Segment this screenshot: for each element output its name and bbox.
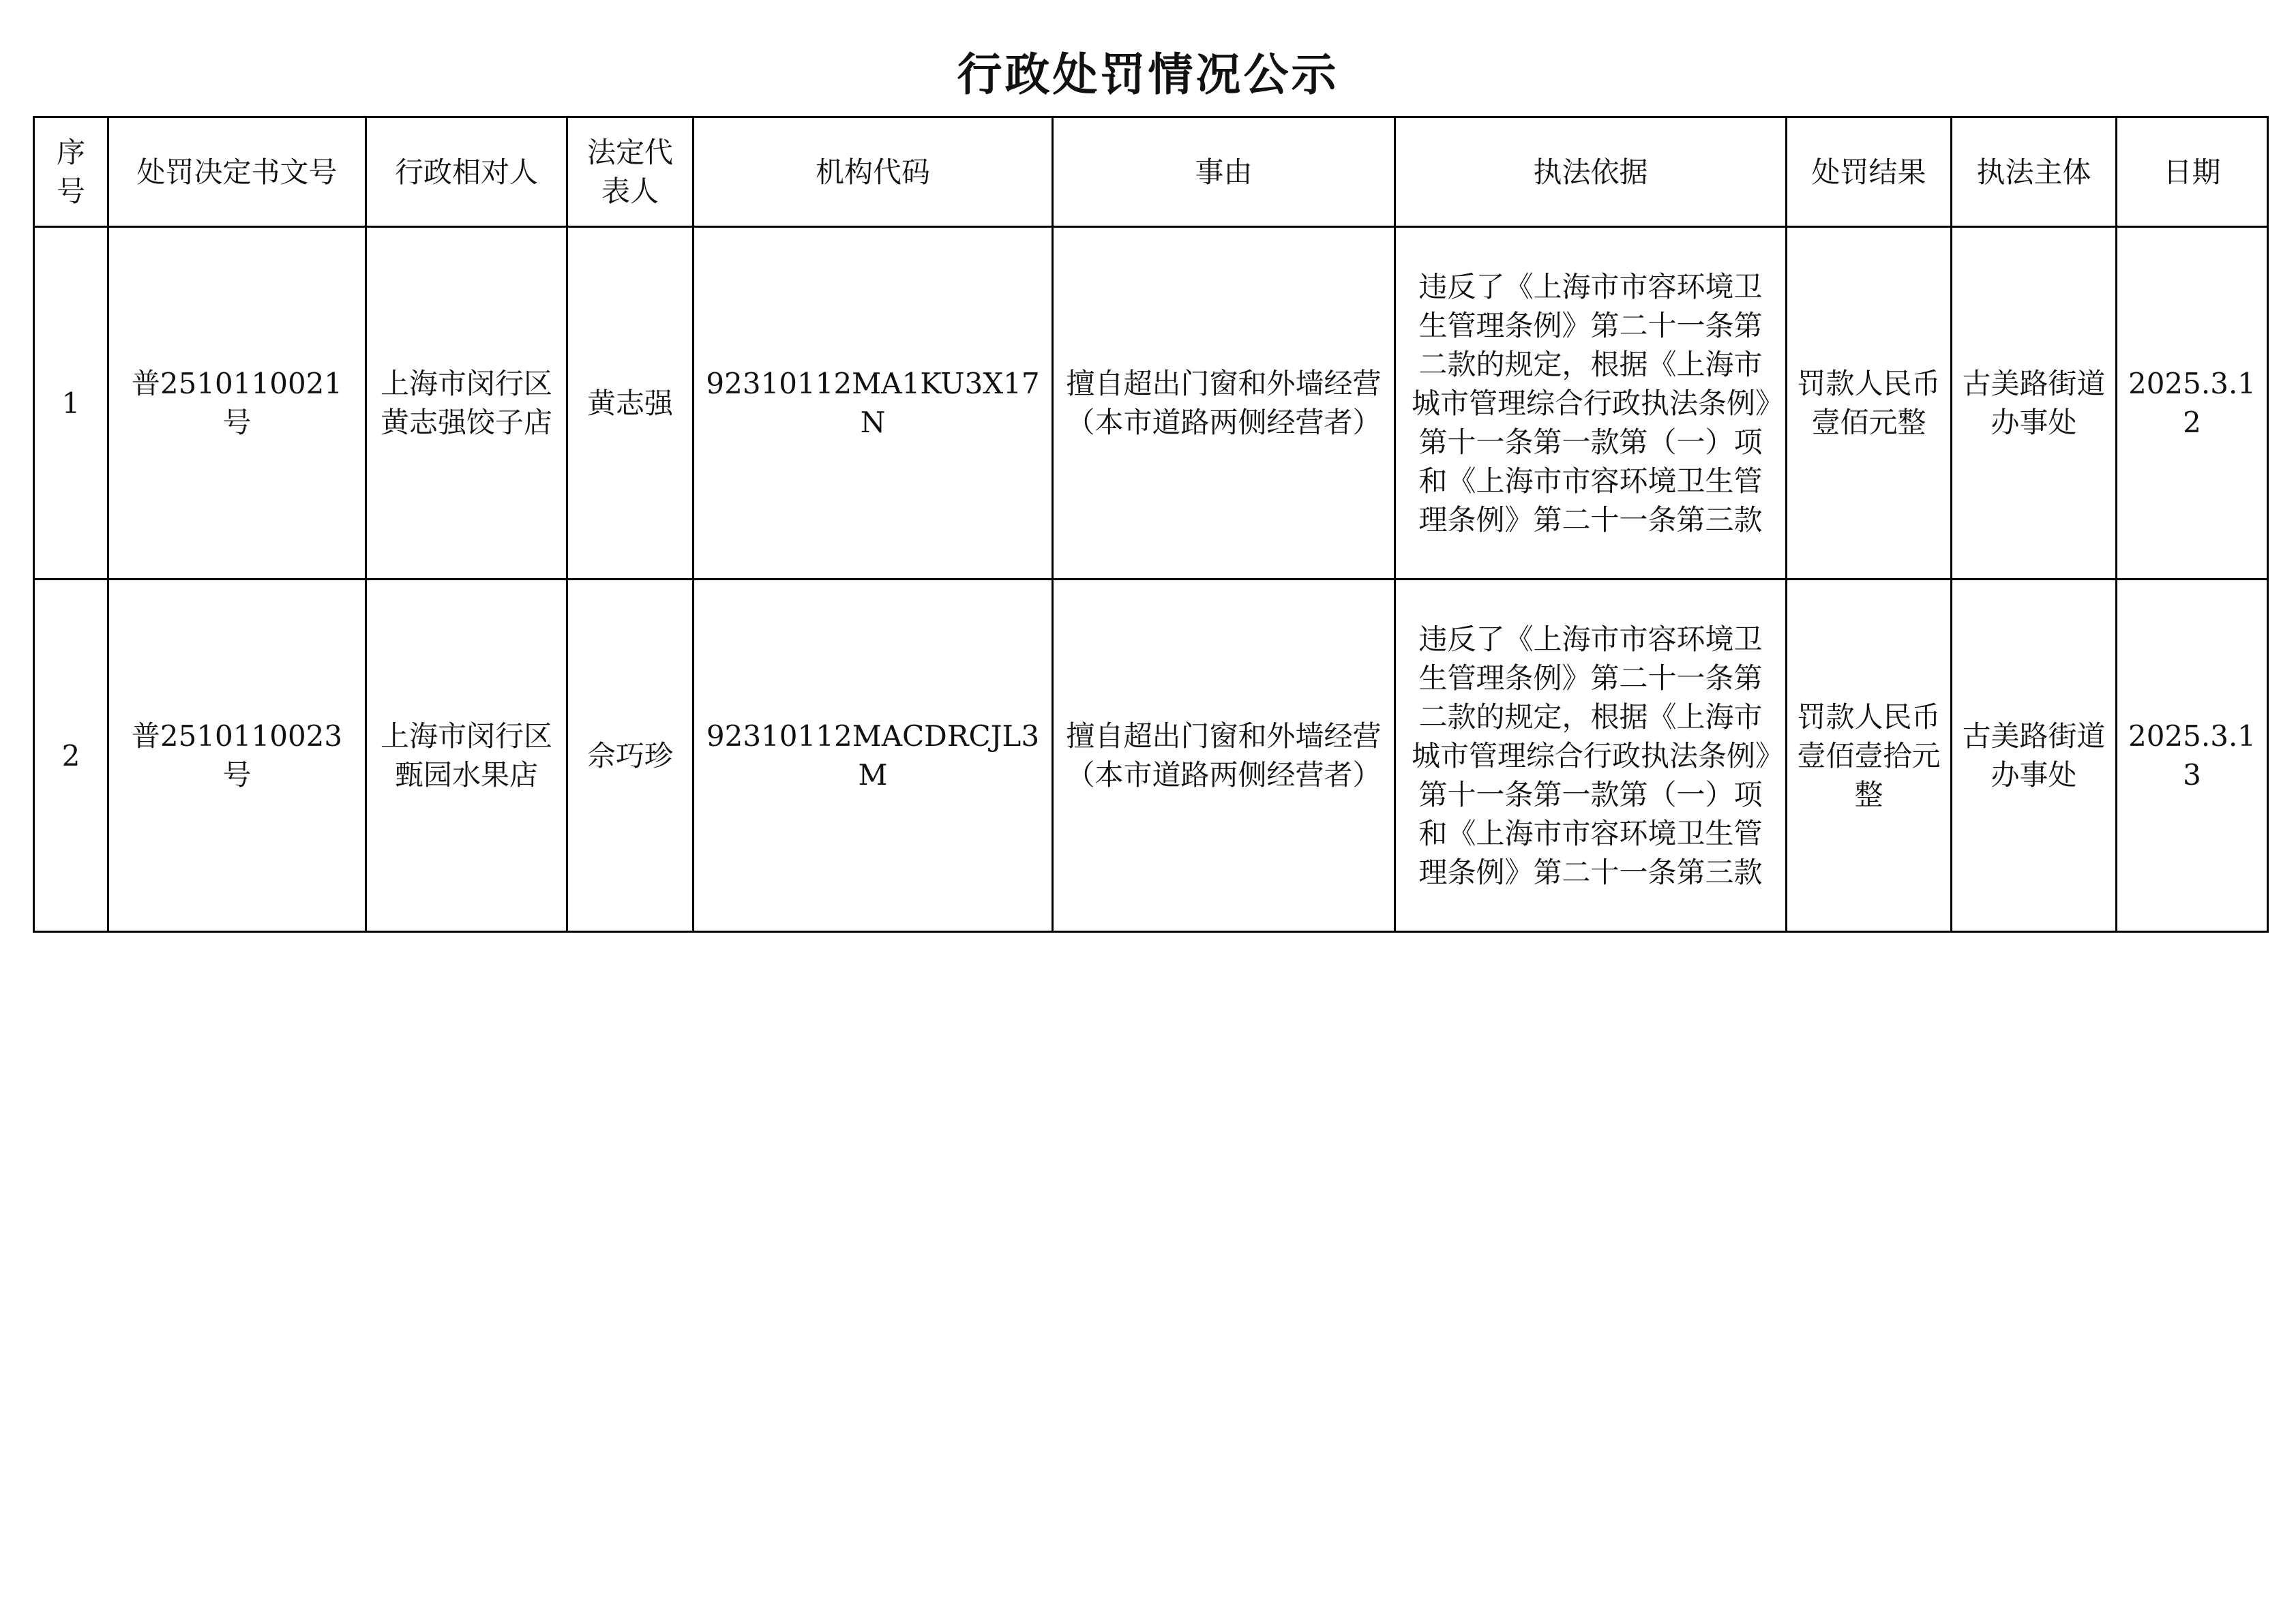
cell-party: 上海市闵行区甄园水果店 bbox=[366, 580, 567, 932]
table-row bbox=[34, 227, 2268, 580]
header-result: 处罚结果 bbox=[1787, 117, 1952, 227]
cell-decision-no: 普2510110023号 bbox=[108, 580, 366, 932]
cell-basis: 违反了《上海市市容环境卫生管理条例》第二十一条第二款的规定，根据《上海市城市管理综合行政执法条例》第十一条第一款第（一）项和《上海市市容环境卫生管理条例》第二十一条第三款 bbox=[1395, 227, 1787, 580]
cell-reason: 擅自超出门窗和外墙经营（本市道路两侧经营者） bbox=[1053, 580, 1395, 932]
header-party: 行政相对人 bbox=[366, 117, 567, 227]
table-row bbox=[34, 580, 2268, 932]
cell-result: 罚款人民币壹佰壹拾元整 bbox=[1787, 580, 1952, 932]
cell-reason: 擅自超出门窗和外墙经营（本市道路两侧经营者） bbox=[1053, 227, 1395, 580]
header-reason: 事由 bbox=[1053, 117, 1395, 227]
cell-legal-rep: 佘巧珍 bbox=[567, 580, 694, 932]
cell-authority: 古美路街道办事处 bbox=[1952, 227, 2117, 580]
cell-authority: 古美路街道办事处 bbox=[1952, 580, 2117, 932]
header-index: 序号 bbox=[34, 117, 108, 227]
cell-org-code: 92310112MACDRCJL3M bbox=[694, 580, 1053, 932]
cell-date: 2025.3.12 bbox=[2117, 227, 2268, 580]
header-date: 日期 bbox=[2117, 117, 2268, 227]
header-decision-no: 处罚决定书文号 bbox=[108, 117, 366, 227]
cell-party: 上海市闵行区黄志强饺子店 bbox=[366, 227, 567, 580]
table-header-row bbox=[34, 117, 2268, 227]
page-title: 行政处罚情况公示 bbox=[957, 48, 1339, 101]
cell-decision-no: 普2510110021号 bbox=[108, 227, 366, 580]
cell-date: 2025.3.13 bbox=[2117, 580, 2268, 932]
header-org-code: 机构代码 bbox=[694, 117, 1053, 227]
header-legal-rep: 法定代表人 bbox=[567, 117, 694, 227]
cell-basis: 违反了《上海市市容环境卫生管理条例》第二十一条第二款的规定，根据《上海市城市管理综合行政执法条例》第十一条第一款第（一）项和《上海市市容环境卫生管理条例》第二十一条第三款 bbox=[1395, 580, 1787, 932]
cell-index: 1 bbox=[34, 227, 108, 580]
header-authority: 执法主体 bbox=[1952, 117, 2117, 227]
penalty-table bbox=[33, 116, 2269, 933]
header-basis: 执法依据 bbox=[1395, 117, 1787, 227]
cell-legal-rep: 黄志强 bbox=[567, 227, 694, 580]
cell-result: 罚款人民币壹佰元整 bbox=[1787, 227, 1952, 580]
cell-org-code: 92310112MA1KU3X17N bbox=[694, 227, 1053, 580]
cell-index: 2 bbox=[34, 580, 108, 932]
